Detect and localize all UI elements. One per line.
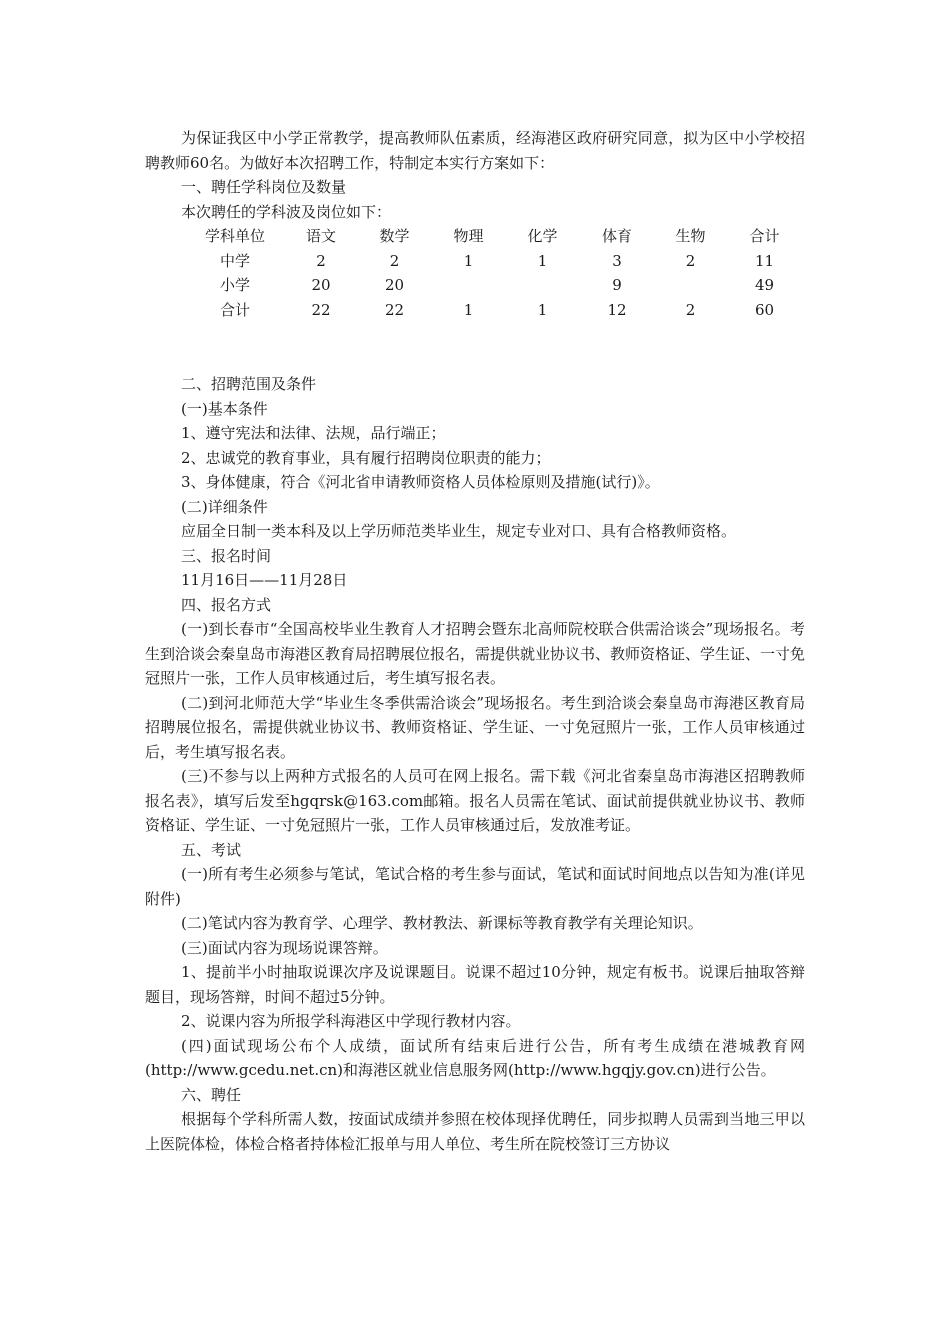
exam-paragraph: (一)所有考生必须参与笔试，笔试合格的考生参与面试，笔试和面试时间地点以告知为准(详见附件) <box>145 865 805 908</box>
table-cell: 20 <box>311 276 331 294</box>
section-2-heading: 二、招聘范围及条件 <box>181 375 317 393</box>
intro-paragraph: 为保证我区中小学正常教学，提高教师队伍素质，经海港区政府研究同意，拟为区中小学校招聘教师60名。为做好本次招聘工作，特制定本实行方案如下： <box>145 129 805 172</box>
table-header-row <box>185 224 802 249</box>
section-1-subtitle: 本次聘任的学科波及岗位如下： <box>181 202 392 221</box>
table-cell: 1 <box>537 251 548 270</box>
table-header-cell: 学科单位 <box>204 227 265 245</box>
table-cell <box>505 273 580 298</box>
table-cell: 49 <box>754 276 775 294</box>
section-1-heading: 一、聘任学科岗位及数量 <box>181 178 347 196</box>
table-cell: 合计 <box>219 300 250 319</box>
table-cell: 1 <box>463 300 474 319</box>
table-cell: 2 <box>316 251 326 270</box>
table-cell: 1 <box>537 300 548 319</box>
exam-paragraph: 2、说课内容为所报学科海港区中学现行教材内容。 <box>181 1012 521 1030</box>
condition-item: 3、身体健康，符合《河北省申请教师资格人员体检原则及措施(试行)》。 <box>181 473 660 491</box>
table-header-cell: 合计 <box>749 227 780 245</box>
table-row <box>185 273 802 298</box>
basic-conditions-heading: (一)基本条件 <box>181 399 268 418</box>
table-cell: 9 <box>612 276 622 294</box>
detail-conditions-text: 应届全日制一类本科及以上学历师范类毕业生，规定专业对口、具有合格教师资格。 <box>181 522 737 540</box>
table-cell: 12 <box>607 300 627 319</box>
appointment-paragraph: 根据每个学科所需人数，按面试成绩并参照在校体现择优聘任，同步拟聘人员需到当地三甲以上医院体检，体检合格者持体检汇报单与用人单位、考生所在院校签订三方协议 <box>145 1110 805 1153</box>
positions-table <box>185 224 802 322</box>
table-header-cell: 数学 <box>379 227 410 245</box>
table-cell: 3 <box>612 251 622 270</box>
section-5-heading: 五、考试 <box>181 840 242 859</box>
detail-conditions-heading: (二)详细条件 <box>181 497 268 516</box>
document-body <box>145 126 805 1156</box>
spacer <box>145 322 805 372</box>
table-cell: 60 <box>754 300 775 319</box>
condition-item: 2、忠诚党的教育事业，具有履行招聘岗位职责的能力； <box>181 448 551 467</box>
exam-paragraph: (二)笔试内容为教育学、心理学、教材教法、新课标等教育教学有关理论知识。 <box>181 914 703 932</box>
table-row <box>185 249 802 274</box>
registration-method-2: (二)到河北师范大学“毕业生冬季供需洽谈会”现场报名。考生到洽谈会秦皇岛市海港区教育局招聘展位报名，需提供就业协议书、教师资格证、学生证、一寸免冠照片一张，工作人员审核通过后，考生填写报名表。 <box>145 693 805 761</box>
table-cell: 小学 <box>219 276 250 294</box>
registration-dates: 11月16日——11月28日 <box>181 571 348 589</box>
section-3-heading: 三、报名时间 <box>181 546 272 565</box>
table-row <box>185 298 802 323</box>
section-6-heading: 六、聘任 <box>181 1085 242 1104</box>
table-cell: 11 <box>754 251 775 270</box>
registration-method-1: (一)到长春市“全国高校毕业生教育人才招聘会暨东北高师院校联合供需洽谈会”现场报名。考生到洽谈会秦皇岛市海港区教育局招聘展位报名，需提供就业协议书、教师资格证、学生证、一寸免冠照片一张，工作人员审核通过后，考生填写报名表。 <box>145 620 806 687</box>
table-header-cell: 物理 <box>453 227 484 245</box>
exam-paragraph: (四)面试现场公布个人成绩，面试所有结束后进行公告，所有考生成绩在港城教育网(http://www.gcedu.net.cn)和海港区就业信息服务网(http://www.hgqjy.gov.cn)进行公告。 <box>145 1036 805 1079</box>
table-cell: 中学 <box>219 251 250 270</box>
table-header-cell: 化学 <box>527 227 558 245</box>
table-cell <box>432 273 505 298</box>
exam-paragraph: (三)面试内容为现场说课答辩。 <box>181 938 388 957</box>
table-header-cell: 体育 <box>601 227 632 245</box>
table-header-cell: 语文 <box>305 227 336 245</box>
registration-method-3: (三)不参与以上两种方式报名的人员可在网上报名。需下载《河北省秦皇岛市海港区招聘教师报名表》，填写后发至hgqrsk@163.com邮箱。报名人员需在笔试、面试前提供就业协议书、教师资格证、学生证、一寸免冠照片一张，工作人员审核通过后，发放准考证。 <box>145 767 805 834</box>
table-cell: 2 <box>389 251 400 270</box>
table-cell: 2 <box>685 251 696 270</box>
table-cell: 20 <box>384 276 405 294</box>
table-cell: 2 <box>685 300 696 319</box>
condition-item: 1、遵守宪法和法律、法规，品行端正； <box>181 424 446 442</box>
table-cell: 22 <box>384 300 405 319</box>
table-header-cell: 生物 <box>675 227 706 245</box>
section-4-heading: 四、报名方式 <box>181 595 272 614</box>
table-cell: 1 <box>463 251 474 270</box>
exam-paragraph: 1、提前半小时抽取说课次序及说课题目。说课不超过10分钟，规定有板书。说课后抽取答辩题目，现场答辩，时间不超过5分钟。 <box>145 963 805 1006</box>
table-cell: 22 <box>311 300 331 319</box>
table-cell <box>654 273 727 298</box>
